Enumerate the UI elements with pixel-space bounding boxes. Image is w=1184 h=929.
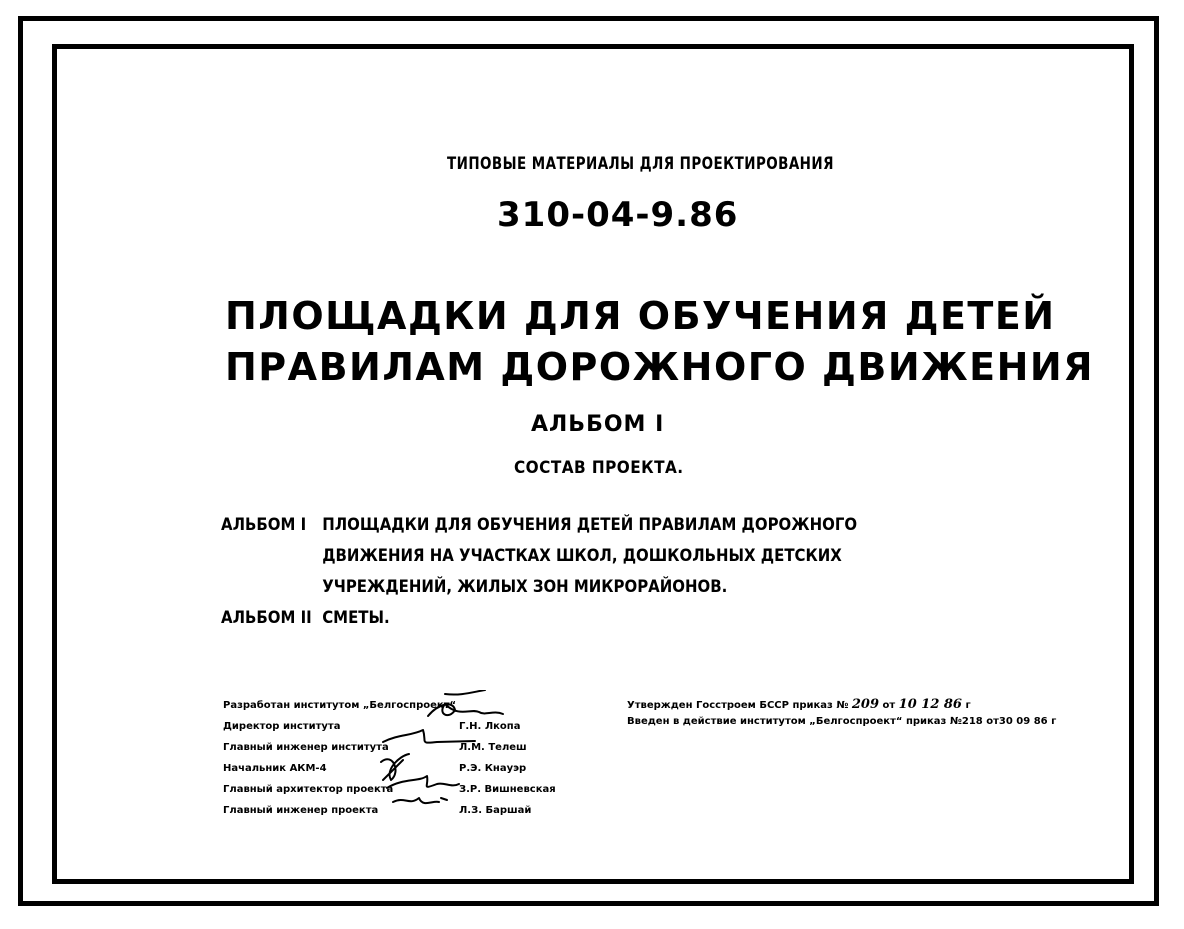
approval-block <box>627 697 1056 730</box>
document-code: 310-04-9.86 <box>497 195 739 235</box>
signature-scribble <box>383 730 475 743</box>
signature-scribble <box>381 754 409 780</box>
signature-scribble <box>393 798 447 803</box>
signature-name: Р.Э. Кнауэр <box>459 763 527 774</box>
list-item <box>221 510 857 541</box>
list-item-text: ДВИЖЕНИЯ НА УЧАСТКАХ ШКОЛ, ДОШКОЛЬНЫХ ДЕТСКИХ <box>322 546 842 566</box>
list-item-text: ПЛОЩАДКИ ДЛЯ ОБУЧЕНИЯ ДЕТЕЙ ПРАВИЛАМ ДОРОЖНОГО <box>322 515 858 535</box>
signature-position: Начальник АКМ-4 <box>223 763 327 774</box>
signature-position: Главный архитектор проекта <box>223 784 394 795</box>
signature-position: Главный инженер проекта <box>223 805 379 816</box>
approval-line <box>627 697 1056 714</box>
list-item-text: УЧРЕЖДЕНИЙ, ЖИЛЫХ ЗОН МИКРОРАЙОНОВ. <box>322 577 728 597</box>
year-suffix: г <box>1051 716 1057 727</box>
approval-prefix: Утвержден Госстроем БССР приказ № <box>627 700 849 711</box>
list-item <box>221 572 857 603</box>
handwritten-signatures <box>223 690 563 830</box>
list-item <box>221 603 857 634</box>
developer-text: Разработан институтом „Белгоспроект“ <box>223 700 457 711</box>
list-item-label: АЛЬБОМ I <box>221 515 307 535</box>
list-item-label <box>221 541 322 572</box>
order-date: 30 09 86 <box>998 716 1048 727</box>
album-number: АЛЬБОМ I <box>531 412 665 437</box>
enactment-line <box>627 714 1056 730</box>
signature-name: З.Р. Вишневская <box>459 784 556 795</box>
title-line-1: ПЛОЩАДКИ ДЛЯ ОБУЧЕНИЯ ДЕТЕЙ <box>225 294 1056 338</box>
signature-position: Директор института <box>223 721 341 732</box>
list-item-label: АЛЬБОМ II <box>221 608 312 628</box>
list-item-text: СМЕТЫ. <box>322 608 390 628</box>
order-number: 218 <box>961 716 983 727</box>
signature-scribble <box>387 776 459 788</box>
enactment-prefix: Введен в действие институтом „Белгоспроект“ приказ № <box>627 716 962 727</box>
year-suffix: г <box>965 700 971 711</box>
signature-position: Главный инженер института <box>223 742 389 753</box>
from-label: от <box>986 716 999 727</box>
composition-list <box>221 510 944 634</box>
order-number: 209 <box>851 697 880 712</box>
composition-heading: СОСТАВ ПРОЕКТА. <box>514 458 684 478</box>
list-item <box>221 541 857 572</box>
list-item-label <box>221 572 322 603</box>
from-label: от <box>882 700 896 711</box>
title-line-2: ПРАВИЛАМ ДОРОЖНОГО ДВИЖЕНИЯ <box>225 345 1094 389</box>
signature-scribble <box>445 690 485 695</box>
signature-name: Л.М. Телеш <box>459 742 527 753</box>
signature-name: Л.З. Баршай <box>459 805 532 816</box>
signature-scribble <box>428 704 503 716</box>
signature-name: Г.Н. Лкопа <box>459 721 521 732</box>
order-date: 10 12 86 <box>898 697 962 712</box>
series-heading: ТИПОВЫЕ МАТЕРИАЛЫ ДЛЯ ПРОЕКТИРОВАНИЯ <box>447 154 834 174</box>
